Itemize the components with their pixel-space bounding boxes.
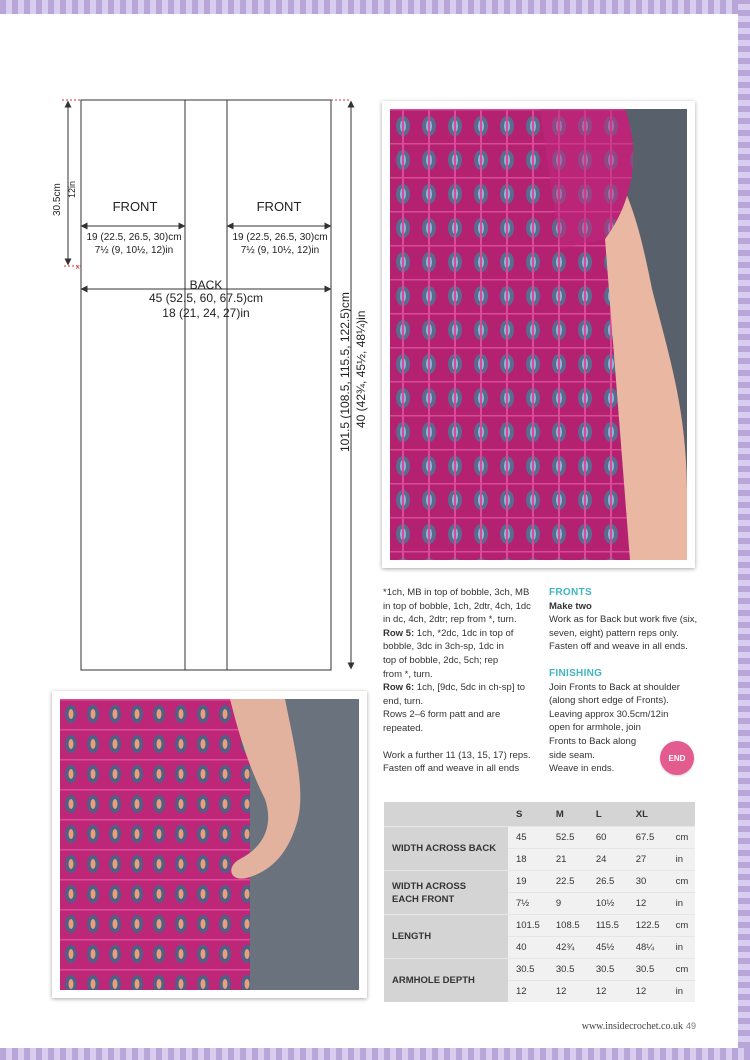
finishing-heading: FINISHING [549, 667, 603, 679]
footer-url[interactable]: www.insidecrochet.co.uk [581, 1021, 683, 1032]
decorative-border-bottom [0, 1048, 750, 1060]
table-cell: 122.5 [628, 915, 668, 937]
row6-text: 1ch, [9dc, 5dc in ch-sp] to [414, 682, 526, 694]
table-cell: 52.5 [548, 827, 588, 849]
fronts-subheading: Make two [549, 600, 592, 612]
table-cell: 60 [588, 827, 628, 849]
finishing-line: Leaving approx 30.5cm/12in [549, 708, 669, 720]
pattern-line: in top of bobble, 1ch, 2dtr, 4ch, 1dc [383, 600, 531, 612]
row5-text: 1ch, *2dc, 1dc in top of [414, 627, 514, 639]
table-row [384, 915, 695, 937]
front-right-measure [225, 231, 335, 257]
unit-cell: in [668, 981, 695, 1003]
table-cell: 18 [508, 849, 548, 871]
page-footer [582, 1021, 696, 1032]
table-header-m: M [548, 802, 588, 827]
back-width-cm: 45 (52.5, 60, 67.5)cm [148, 291, 264, 305]
row5-label: Row 5: [383, 627, 415, 639]
row6-line [383, 681, 545, 695]
table-cell: 12 [588, 981, 628, 1003]
unit-cell: cm [668, 871, 695, 893]
table-cell: 30.5 [588, 959, 628, 981]
table-cell: 48¼ [628, 937, 668, 959]
table-cell: 40 [508, 937, 548, 959]
row-label: WIDTH ACROSS BACK [384, 827, 508, 871]
table-cell: 30.5 [548, 959, 588, 981]
table-header-s: S [508, 802, 548, 827]
table-cell: 30.5 [628, 959, 668, 981]
table-cell: 30 [628, 871, 668, 893]
front-right-in: 7½ (9, 10½, 12)in [240, 245, 320, 256]
back-label: BACK [189, 278, 223, 292]
crochet-top-side-photo [390, 109, 687, 560]
unit-cell: in [668, 893, 695, 915]
table-row [384, 959, 695, 981]
table-cell: 21 [548, 849, 588, 871]
finishing-line: Fronts to Back along [549, 735, 637, 747]
table-cell: 108.5 [548, 915, 588, 937]
pattern-line: repeated. [383, 722, 424, 734]
table-header-row [384, 802, 695, 827]
fronts-heading: FRONTS [549, 587, 592, 598]
table-cell: 10½ [588, 893, 628, 915]
pattern-text [383, 586, 545, 776]
page-number: 49 [685, 1021, 696, 1031]
crochet-detail-hand-photo [60, 699, 359, 990]
table-header-xl: XL [628, 802, 668, 827]
schematic-drawing [40, 90, 370, 690]
table-cell: 12 [628, 981, 668, 1003]
row-label [384, 871, 508, 915]
photo-bottom-left [52, 691, 367, 998]
length-in: 40 (42¾, 45½, 48¼)in [354, 310, 368, 428]
armhole-cross-mark: × [75, 262, 81, 272]
decorative-border-top [0, 0, 750, 14]
row6-label: Row 6: [383, 682, 415, 694]
table-row [384, 871, 695, 893]
row-label: ARMHOLE DEPTH [384, 959, 508, 1003]
pattern-line: Work a further 11 (13, 15, 17) reps. [383, 749, 531, 761]
front-left-measure [79, 231, 189, 257]
front-left-in: 7½ (9, 10½, 12)in [94, 245, 174, 256]
fronts-line: seven, eight) pattern reps only. [549, 627, 679, 639]
end-badge: END [660, 741, 694, 775]
table-header-l: L [588, 802, 628, 827]
armhole-cm: 30.5cm [52, 183, 63, 216]
front-left-cm: 19 (22.5, 26.5, 30)cm [86, 232, 182, 243]
size-table [384, 802, 695, 997]
table-header-blank [384, 802, 508, 827]
table-cell: 19 [508, 871, 548, 893]
front-left-label: FRONT [112, 199, 158, 214]
unit-cell: cm [668, 827, 695, 849]
table-cell: 115.5 [588, 915, 628, 937]
unit-cell: in [668, 937, 695, 959]
table-cell: 24 [588, 849, 628, 871]
armhole-in: 12in [67, 180, 77, 198]
pattern-line: from *, turn. [383, 668, 433, 680]
back-width-in: 18 (21, 24, 27)in [162, 306, 250, 320]
length-cm: 101.5 (108.5, 115.5, 122.5)cm [338, 292, 352, 452]
unit-cell: in [668, 849, 695, 871]
front-right-cm: 19 (22.5, 26.5, 30)cm [232, 232, 328, 243]
table-cell: 12 [548, 981, 588, 1003]
front-right-label: FRONT [256, 199, 302, 214]
table-cell: 26.5 [588, 871, 628, 893]
fronts-line: Fasten off and weave in all ends. [549, 641, 688, 653]
table-cell: 45 [508, 827, 548, 849]
table-cell: 12 [628, 893, 668, 915]
pattern-line: *1ch, MB in top of bobble, 3ch, MB [383, 587, 530, 598]
fronts-line: Work as for Back but work five (six, [549, 614, 698, 626]
table-cell: 30.5 [508, 959, 548, 981]
finishing-line: open for armhole, join [549, 722, 641, 734]
table-cell: 45½ [588, 937, 628, 959]
table-header-unit [668, 802, 695, 827]
pattern-line: bobble, 3dc in 3ch-sp, 1dc in [383, 641, 504, 653]
pattern-line: top of bobble, 2dc, 5ch; rep [383, 654, 499, 666]
finishing-line: Join Fronts to Back at shoulder [549, 681, 680, 693]
unit-cell: cm [668, 915, 695, 937]
table-cell: 22.5 [548, 871, 588, 893]
table-cell: 67.5 [628, 827, 668, 849]
garment-schematic [40, 90, 370, 690]
photo-top-right [382, 101, 695, 568]
table-cell: 101.5 [508, 915, 548, 937]
pattern-line: end, turn. [383, 695, 424, 707]
row5-line [383, 627, 545, 641]
row-label-text: WIDTH ACROSS EACH FRONT [392, 880, 467, 905]
table-cell: 12 [508, 981, 548, 1003]
pattern-line: Fasten off and weave in all ends [383, 763, 520, 775]
unit-cell: cm [668, 959, 695, 981]
finishing-line: side seam. [549, 749, 595, 761]
table-row [384, 827, 695, 849]
finishing-line: (along short edge of Fronts). [549, 695, 669, 707]
back-outline [81, 100, 331, 670]
table-cell: 9 [548, 893, 588, 915]
pattern-line: in dc, 4ch, 2dtr; rep from *, turn. [383, 614, 517, 626]
finishing-line: Weave in ends. [549, 763, 615, 775]
pattern-line: Rows 2–6 form patt and are [383, 709, 501, 721]
row-label: LENGTH [384, 915, 508, 959]
table-cell: 42¾ [548, 937, 588, 959]
table-cell: 27 [628, 849, 668, 871]
table-cell: 7½ [508, 893, 548, 915]
decorative-border-right [738, 0, 750, 1060]
